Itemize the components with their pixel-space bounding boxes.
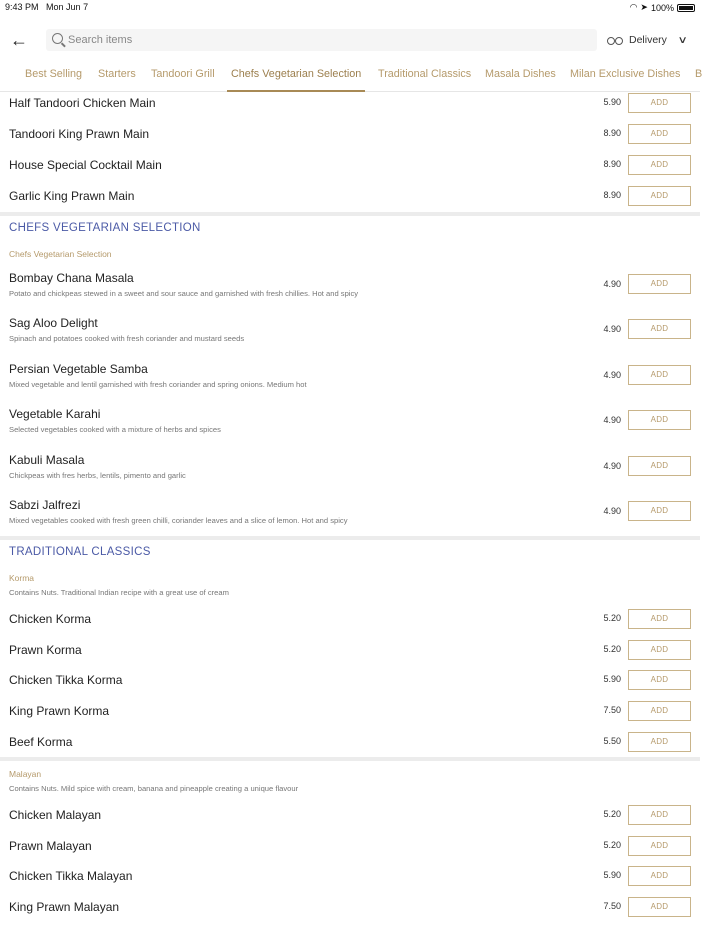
search-icon [52, 33, 63, 44]
delivery-selector[interactable] [607, 31, 686, 49]
status-bar [0, 0, 700, 14]
add-button[interactable]: ADD [628, 410, 691, 430]
chevron-down-icon: ∨ [677, 34, 688, 46]
add-button[interactable]: ADD [628, 274, 691, 294]
item-price: 5.20 [603, 840, 621, 850]
item-name: Bombay Chana Masala [9, 271, 134, 285]
subsection-title: Korma [9, 573, 35, 583]
tab-masala-dishes[interactable]: Masala Dishes [485, 68, 556, 80]
header [0, 24, 700, 56]
section-divider [0, 757, 700, 761]
item-price: 5.90 [603, 97, 621, 107]
battery-percent: 100% [650, 2, 674, 13]
item-description: Mixed vegetable and lentil garnished with fresh coriander and spring onions. Medium hot [9, 380, 307, 389]
item-price: 7.50 [603, 705, 621, 715]
tab-starters[interactable]: Starters [98, 68, 136, 80]
item-name: Sabzi Jalfrezi [9, 498, 81, 512]
battery-icon [677, 4, 695, 12]
item-name: Tandoori King Prawn Main [9, 127, 150, 141]
category-tabs [0, 62, 700, 92]
item-price: 4.90 [603, 461, 621, 471]
section-divider [0, 536, 700, 540]
item-description: Mixed vegetables cooked with fresh green chilli, coriander leaves and a slice of lemon. Hot and spicy [9, 516, 348, 525]
item-price: 8.90 [603, 128, 621, 138]
add-button[interactable]: ADD [628, 365, 691, 385]
subsection-description: Contains Nuts. Mild spice with cream, banana and pineapple creating a unique flavour [9, 784, 299, 793]
wifi-icon: ◠ [629, 2, 638, 12]
item-name: Chicken Tikka Korma [9, 673, 123, 687]
section-divider [0, 212, 700, 216]
item-name: Kabuli Masala [9, 453, 85, 467]
subsection-description: Contains Nuts. Traditional Indian recipe with a great use of cream [9, 588, 229, 597]
section-title: CHEFS VEGETARIAN SELECTION [9, 222, 201, 234]
tab-more[interactable]: B [695, 68, 702, 80]
add-button[interactable]: ADD [628, 124, 691, 144]
section-title: TRADITIONAL CLASSICS [9, 546, 151, 558]
add-button[interactable]: ADD [628, 456, 691, 476]
arrow-left-icon: ← [10, 30, 28, 50]
search-box[interactable] [46, 29, 597, 51]
item-price: 4.90 [603, 279, 621, 289]
tab-milan-exclusive-dishes[interactable]: Milan Exclusive Dishes [570, 68, 681, 80]
item-name: Prawn Malayan [9, 839, 92, 853]
add-button[interactable]: ADD [628, 319, 691, 339]
item-name: Chicken Tikka Malayan [9, 869, 133, 883]
item-price: 4.90 [603, 506, 621, 516]
item-price: 5.90 [603, 674, 621, 684]
add-button[interactable]: ADD [628, 701, 691, 721]
subsection-title: Chefs Vegetarian Selection [9, 249, 112, 259]
item-name: Vegetable Karahi [9, 407, 101, 421]
item-price: 4.90 [603, 370, 621, 380]
item-name: Prawn Korma [9, 643, 82, 657]
add-button[interactable]: ADD [628, 155, 691, 175]
item-name: Chicken Malayan [9, 808, 102, 822]
item-description: Spinach and potatoes cooked with fresh coriander and mustard seeds [9, 334, 245, 343]
back-button[interactable] [10, 30, 32, 52]
add-button[interactable]: ADD [628, 897, 691, 917]
item-price: 7.50 [603, 901, 621, 911]
item-price: 5.90 [603, 870, 621, 880]
item-name: Garlic King Prawn Main [9, 189, 135, 203]
item-price: 8.90 [603, 159, 621, 169]
item-name: Chicken Korma [9, 612, 92, 626]
search-input[interactable] [68, 32, 588, 48]
item-price: 5.50 [603, 736, 621, 746]
tab-tandoori-grill[interactable]: Tandoori Grill [151, 68, 215, 80]
item-price: 8.90 [603, 190, 621, 200]
delivery-label: Delivery [629, 34, 667, 46]
subsection-title: Malayan [9, 769, 42, 779]
add-button[interactable]: ADD [628, 836, 691, 856]
add-button[interactable]: ADD [628, 640, 691, 660]
item-description: Potato and chickpeas stewed in a sweet and sour sauce and garnished with fresh chillies. Hot and spicy [9, 289, 359, 298]
status-right [630, 2, 695, 13]
menu-list [0, 92, 700, 934]
location-icon: ➤ [640, 2, 648, 12]
add-button[interactable]: ADD [628, 732, 691, 752]
tab-traditional-classics[interactable]: Traditional Classics [378, 68, 472, 80]
item-description: Chickpeas with fres herbs, lentils, pimento and garlic [9, 471, 186, 480]
add-button[interactable]: ADD [628, 805, 691, 825]
item-price: 4.90 [603, 324, 621, 334]
item-price: 5.20 [603, 644, 621, 654]
add-button[interactable]: ADD [628, 670, 691, 690]
item-name: House Special Cocktail Main [9, 158, 162, 172]
tab-best-selling[interactable]: Best Selling [25, 68, 83, 80]
item-name: Half Tandoori Chicken Main [9, 96, 156, 110]
add-button[interactable]: ADD [628, 186, 691, 206]
tab-chefs-vegetarian-selection[interactable]: Chefs Vegetarian Selection [227, 68, 365, 92]
item-name: King Prawn Malayan [9, 900, 120, 914]
item-name: Beef Korma [9, 735, 73, 749]
add-button[interactable]: ADD [628, 866, 691, 886]
scooter-icon [607, 35, 623, 45]
item-price: 4.90 [603, 415, 621, 425]
status-time: 9:43 PM Mon Jun 7 [5, 2, 89, 12]
add-button[interactable]: ADD [628, 501, 691, 521]
item-name: King Prawn Korma [9, 704, 110, 718]
add-button[interactable]: ADD [628, 609, 691, 629]
item-name: Sag Aloo Delight [9, 316, 98, 330]
item-description: Selected vegetables cooked with a mixture of herbs and spices [9, 425, 221, 434]
add-button[interactable]: ADD [628, 93, 691, 113]
item-price: 5.20 [603, 809, 621, 819]
item-name: Persian Vegetable Samba [9, 362, 148, 376]
item-price: 5.20 [603, 613, 621, 623]
